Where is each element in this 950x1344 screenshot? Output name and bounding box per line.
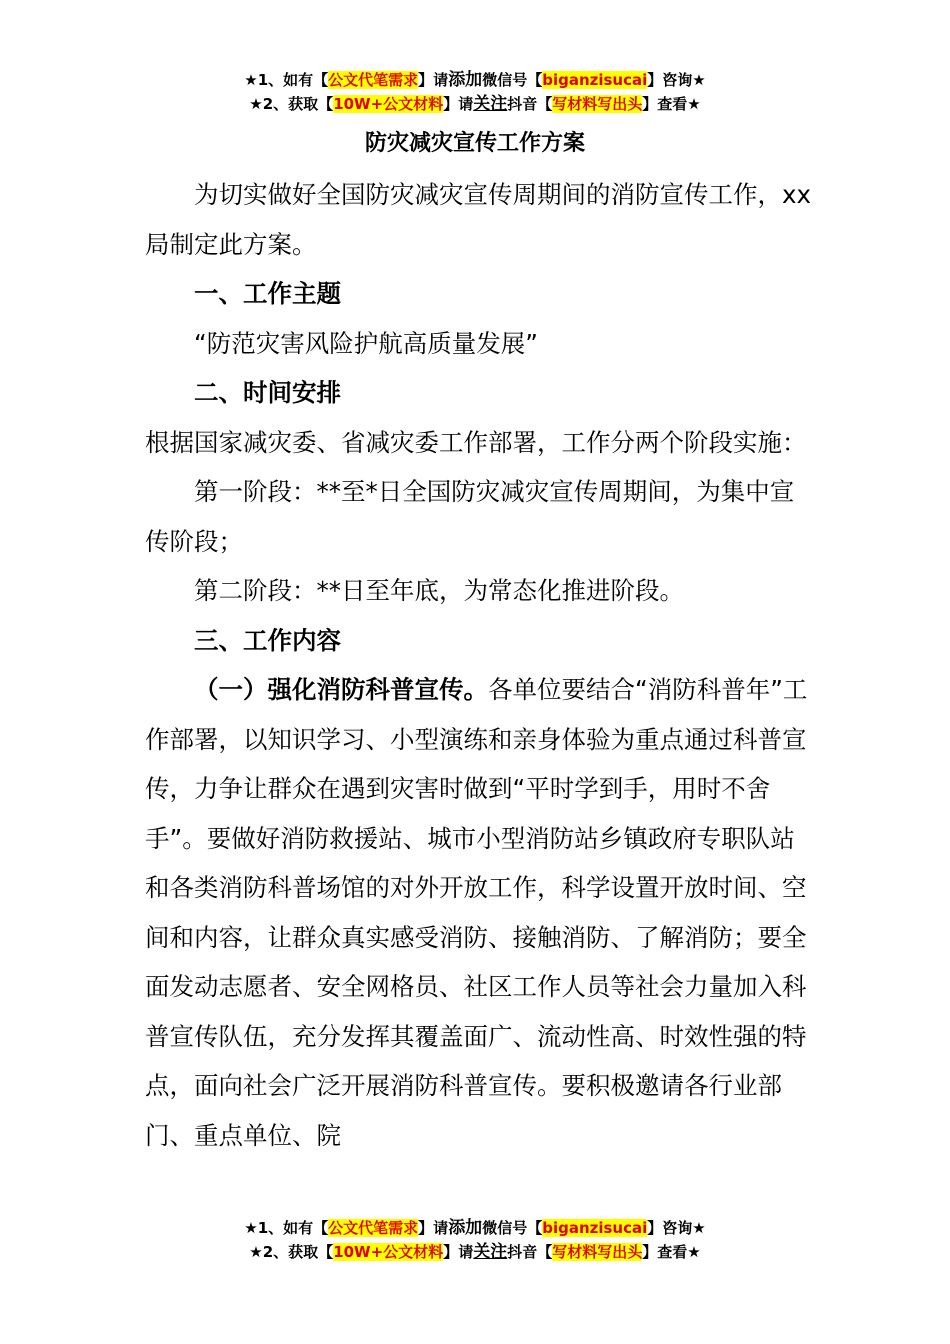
promo-line-1 [0, 68, 950, 92]
promo-text: 】查看★ [642, 95, 701, 113]
promo-text: 】咨询★ [647, 71, 706, 89]
item-one-lead: （一）强化消防科普宣传。 [194, 675, 488, 704]
promo-line-1 [0, 1216, 950, 1240]
promo-emphasis: 添加 [448, 1218, 483, 1238]
section-heading-content: 三、工作内容 [194, 625, 341, 655]
section-heading-theme: 一、工作主题 [194, 279, 341, 308]
document-title: 防灾减灾宣传工作方案 [364, 131, 585, 156]
promo-highlight: 10W+公文材料 [333, 95, 444, 113]
document-body [145, 170, 813, 1160]
promo-douyin-id: 写材料写出头 [552, 95, 643, 113]
promo-text: 】请 [443, 1243, 474, 1261]
promo-wechat-id: biganzisucai [542, 71, 648, 89]
promo-text: 】查看★ [642, 1243, 701, 1261]
promo-douyin-id: 写材料写出头 [552, 1243, 643, 1261]
promo-text: ★2、获取【 [249, 95, 334, 113]
promo-text: 】请 [418, 71, 449, 89]
promo-emphasis: 关注 [473, 94, 508, 114]
schedule-paragraph: 根据国家减灾委、省减灾委工作部署，工作分两个阶段实施： [145, 427, 807, 457]
stage-two-paragraph: 第二阶段：**日至年底，为常态化推进阶段。 [194, 576, 684, 605]
theme-paragraph: “防范灾害风险护航高质量发展” [194, 328, 538, 358]
intro-paragraph: 为切实做好全国防灾减灾宣传周期间的消防宣传工作，xx局制定此方案。 [145, 180, 811, 259]
promo-text: 抖音【 [507, 1243, 553, 1261]
promo-text: 微信号【 [482, 1219, 543, 1237]
item-one-text: 各单位要结合“消防科普年”工作部署，以知识学习、小型演练和亲身体验为重点通过科普宣传，力争让群众在遇到灾害时做到“平时学到手，用时不舍手”。要做好消防救援站、城市小型消防站乡镇政府专职队站和各类消防科普场馆的对外开放工作，科学设置开放时间、空间和内容，让群众真实感受消防、接触消防、了解消防；要全面发动志愿者、安全网格员、社区工作人员等社会力量加入科普宣传队伍，充分发挥其覆盖面广、流动性高、时效性强的特点，面向社会广泛开展消防科普宣传。要积极邀请各行业部门、重点单位、院 [145, 675, 808, 1150]
promo-highlight: 公文代笔需求 [328, 1219, 419, 1237]
promo-emphasis: 添加 [448, 70, 483, 90]
item-one-paragraph [145, 665, 813, 1160]
promo-text: 】请 [418, 1219, 449, 1237]
promo-line-2 [0, 92, 950, 116]
stage-one-paragraph: 第一阶段：**至*日全国防灾减灾宣传周期间，为集中宣传阶段； [145, 477, 795, 556]
promo-highlight: 公文代笔需求 [328, 71, 419, 89]
promo-banner-top [0, 68, 950, 116]
promo-text: 】咨询★ [647, 1219, 706, 1237]
section-heading-schedule: 二、时间安排 [194, 378, 341, 407]
promo-text: 】请 [443, 95, 474, 113]
promo-banner-bottom [0, 1216, 950, 1264]
promo-text: 抖音【 [507, 95, 553, 113]
promo-text: ★1、如有【 [244, 1219, 329, 1237]
promo-text: ★1、如有【 [244, 71, 329, 89]
promo-text: 微信号【 [482, 71, 543, 89]
promo-line-2 [0, 1240, 950, 1264]
promo-highlight: 10W+公文材料 [333, 1243, 444, 1261]
promo-emphasis: 关注 [473, 1242, 508, 1262]
promo-wechat-id: biganzisucai [542, 1219, 648, 1237]
promo-text: ★2、获取【 [249, 1243, 334, 1261]
